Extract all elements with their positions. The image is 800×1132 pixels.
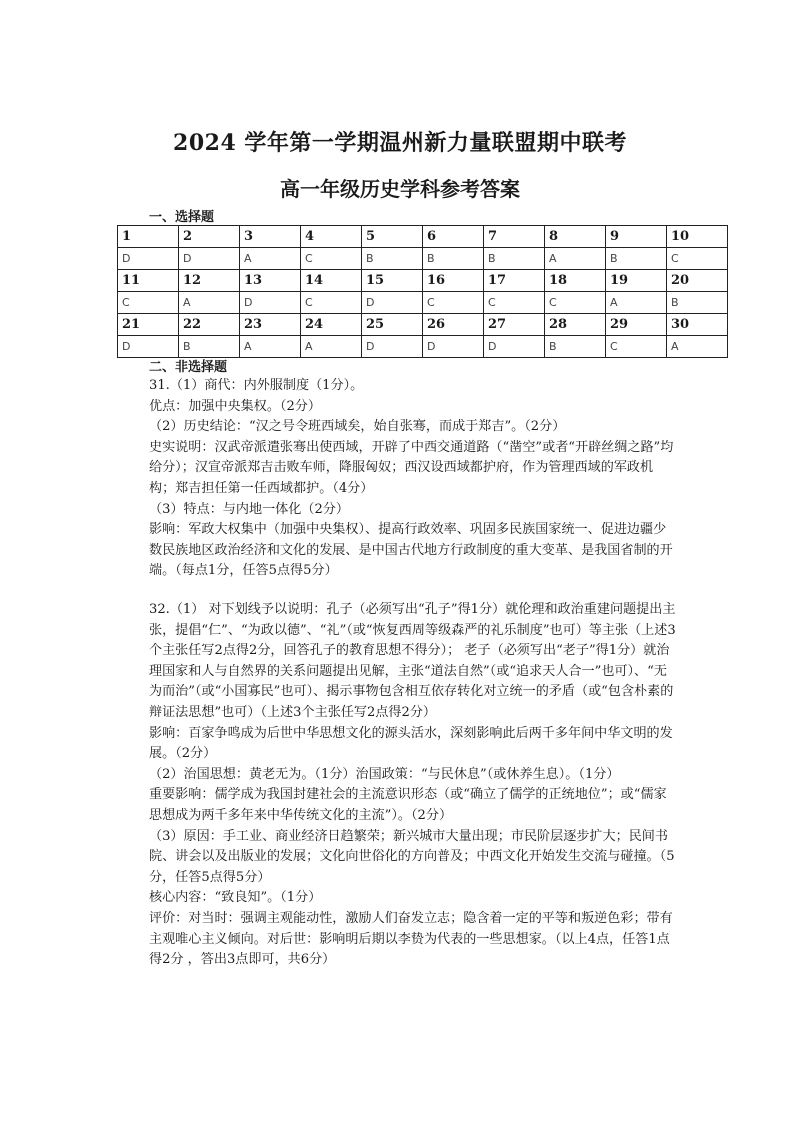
table-row [118,314,728,336]
answer-key: C [423,292,484,314]
question-number: 18 [545,270,606,292]
question-number: 6 [423,226,484,248]
answer-key: D [423,336,484,358]
table-row [118,292,728,314]
question-number: 8 [545,226,606,248]
answer-key: B [545,336,606,358]
question-number: 19 [606,270,667,292]
answer-key: D [118,336,179,358]
question-32-answer [149,600,677,971]
answer-paragraph: 核心内容：“致良知”。（1分） [149,890,322,906]
question-number: 22 [179,314,240,336]
table-row [118,270,728,292]
answer-key: C [667,248,728,270]
answer-key: C [606,336,667,358]
answer-key: A [606,292,667,314]
answer-key: C [118,292,179,314]
answer-paragraph: （3）特点：与内地一体化（2分） [149,501,349,517]
question-number: 17 [484,270,545,292]
answer-key: C [545,292,606,314]
page-title: 2024 学年第一学期温州新力量联盟期中联考 [173,130,627,156]
answer-key: B [423,248,484,270]
table-row [118,336,728,358]
answer-table [117,225,728,358]
answer-key: C [484,292,545,314]
answer-key: A [301,336,362,358]
answer-key: D [179,248,240,270]
answer-key: C [301,292,362,314]
question-number: 14 [301,270,362,292]
answer-paragraph: 重要影响：儒学成为我国封建社会的主流意识形态（或“确立了儒学的正统地位”；或“儒家思想成为两千多年来中华传统文化的主流”）。（2分） [149,787,667,823]
answer-paragraph: 31.（1）商代：内外服制度（1分）。 [149,378,364,393]
answer-paragraph: （2）治国思想：黄老无为。（1分）治国政策：“与民休息”（或休养生息）。（1分） [149,766,620,782]
question-number: 15 [362,270,423,292]
answer-key: A [240,336,301,358]
section-heading-choice: 一、选择题 [149,210,215,225]
question-number: 27 [484,314,545,336]
answer-key: A [545,248,606,270]
question-number: 9 [606,226,667,248]
question-number: 28 [545,314,606,336]
answer-paragraph: （2）历史结论：“汉之号令班西域矣，始自张骞，而成于郑吉”。（2分） [149,419,566,435]
answer-key: A [179,292,240,314]
answer-key: D [240,292,301,314]
question-number: 12 [179,270,240,292]
answer-paragraph: 影响：百家争鸣成为后世中华思想文化的源头活水，深刻影响此后两千多年间中华文明的发展。（2分） [149,725,673,762]
question-number: 24 [301,314,362,336]
answer-paragraph: （3）原因：手工业、商业经济日趋繁荣；新兴城市大量出现；市民阶层逐步扩大；民间书院、讲会以及出版业的发展；文化向世俗化的方向普及；中西文化开始发生交流与碰撞。（5分，任答5点得5分） [149,828,675,885]
question-number: 23 [240,314,301,336]
answer-paragraph: 32.（1） 对下划线予以说明：孔子（必须写出“孔子”得1分）就伦理和政治重建问题提出主张，提倡“仁”、“为政以德”、“礼”（或“恢复西周等级森严的礼乐制度”也可）等主张（上述3个主张任写2点得2分，回答孔子的教育思想不得分）； 老子（必须写出“老子”得1分）就治理国家和人与自然界的关系问题提出见解，主张“道法自然”（或“追求天人合一”也可）、“无为而治”（或“小国寡民”也可）、揭示事物包含相互依存转化对立统一的矛盾（或“包含朴素的辩证法思想”也可）（上述3个主张任写2点得2分） [149,602,676,720]
question-number: 13 [240,270,301,292]
answer-key: D [484,336,545,358]
answer-paragraph: 评价：对当时：强调主观能动性，激励人们奋发立志；隐含着一定的平等和叛逆色彩；带有主观唯心主义倾向。对后世：影响明后期以李贽为代表的一些思想家。（以上4点，任答1点得2分 ，答出3点即可，共6分） [149,910,673,968]
answer-key: B [606,248,667,270]
table-row [118,226,728,248]
answer-key: D [118,248,179,270]
question-number: 5 [362,226,423,248]
question-number: 7 [484,226,545,248]
answer-key: C [301,248,362,270]
question-number: 29 [606,314,667,336]
question-number: 25 [362,314,423,336]
question-number: 10 [667,226,728,248]
question-31-answer [149,376,677,582]
question-number: 30 [667,314,728,336]
answer-key: B [179,336,240,358]
answer-key: A [240,248,301,270]
table-row [118,248,728,270]
question-number: 26 [423,314,484,336]
answer-key: A [667,336,728,358]
question-number: 1 [118,226,179,248]
answer-key: D [362,292,423,314]
section-heading-nonchoice: 二、非选择题 [149,360,228,375]
answer-key: B [484,248,545,270]
answer-paragraph: 影响：军政大权集中（加强中央集权）、提高行政效率、巩固多民族国家统一、促进边疆少数民族地区政治经济和文化的发展、是中国古代地方行政制度的重大变革、是我国省制的开端。（每点1分，任答5点得5分） [149,522,673,579]
question-number: 11 [118,270,179,292]
question-number: 2 [179,226,240,248]
answer-key: B [667,292,728,314]
question-number: 16 [423,270,484,292]
answer-paragraph: 优点：加强中央集权。（2分） [149,398,321,414]
page-subtitle: 高一年级历史学科参考答案 [280,177,520,201]
question-number: 3 [240,226,301,248]
question-number: 4 [301,226,362,248]
answer-key: D [362,336,423,358]
answer-key: B [362,248,423,270]
question-number: 20 [667,270,728,292]
question-number: 21 [118,314,179,336]
answer-paragraph: 史实说明：汉武帝派遣张骞出使西域，开辟了中西交通道路（“凿空”或者“开辟丝绸之路”均给分）；汉宣帝派郑吉击败车师，降服匈奴；西汉设西域都护府，作为管理西域的军政机构；郑吉担任第一任西域都护。（4分） [149,439,674,496]
